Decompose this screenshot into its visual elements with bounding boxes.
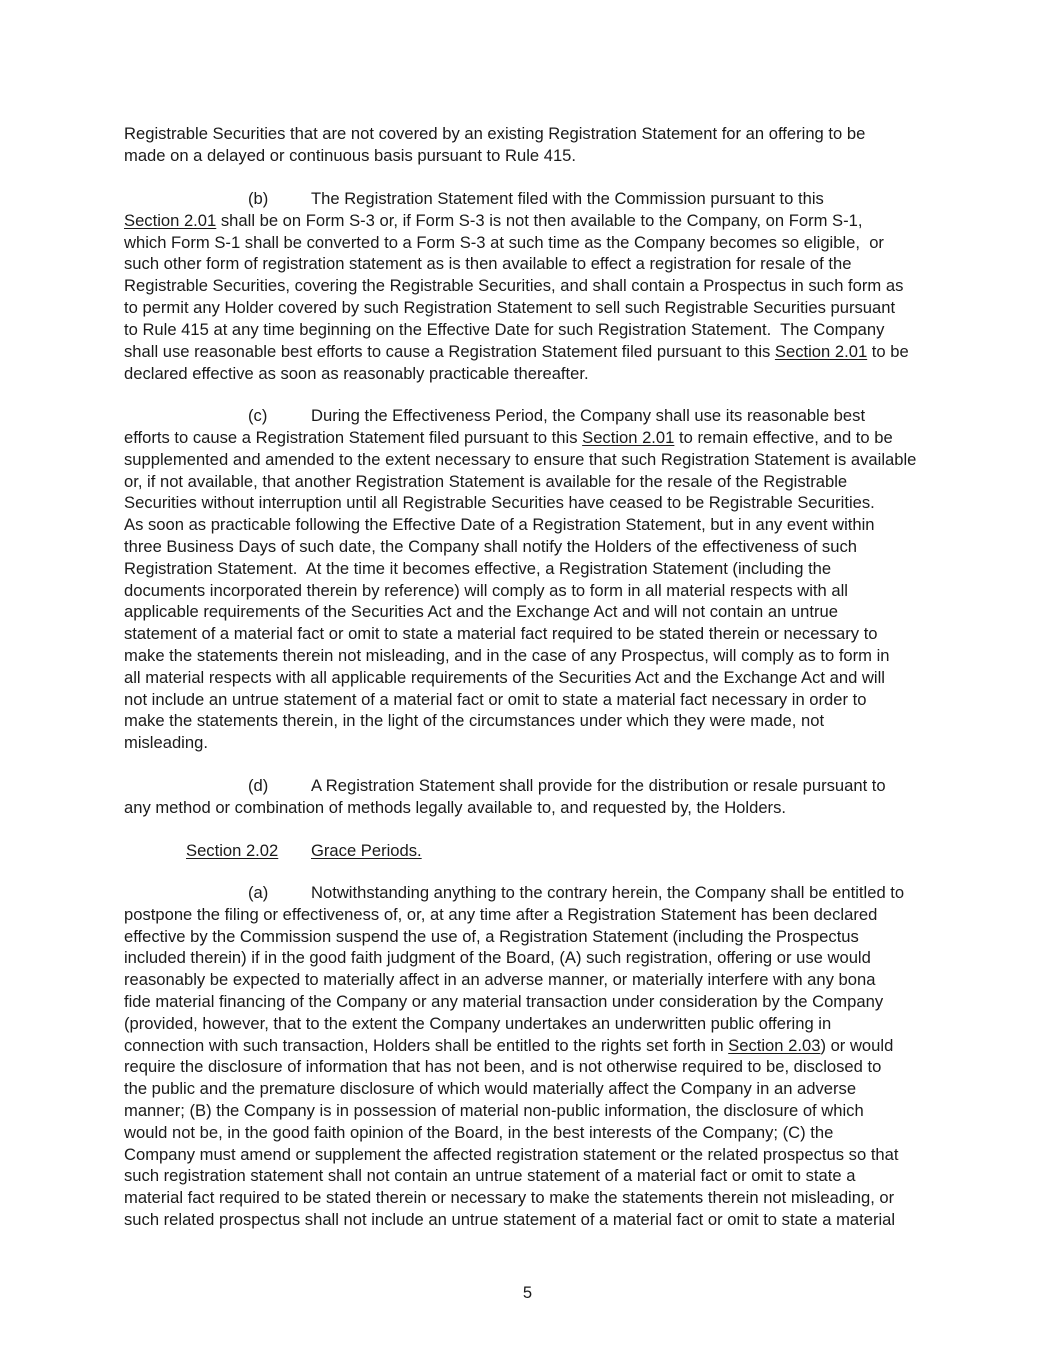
text-line: such other form of registration statement as is then available to effect a registration for resale of the xyxy=(124,254,852,273)
text-line: Registrable Securities that are not covered by an existing Registration Statement for an offering to be xyxy=(124,124,866,143)
text-line: manner; (B) the Company is in possession of material non-public information, the disclosure of which xyxy=(124,1101,864,1120)
text-line: connection with such transaction, Holders shall be entitled to the rights set forth in Section 2.03) or would xyxy=(124,1036,894,1055)
text-line: (provided, however, that to the extent the Company undertakes an underwritten public offering in xyxy=(124,1014,832,1033)
text-line: fide material financing of the Company or any material transaction under consideration by the Company xyxy=(124,992,884,1011)
section-2-01-reference[interactable]: Section 2.01 xyxy=(124,211,217,230)
text-line: such registration statement shall not contain an untrue statement of a material fact or omit to state a xyxy=(124,1166,856,1185)
text-line: effective by the Commission suspend the use of, a Registration Statement (including the Prospectus xyxy=(124,927,859,946)
text-line: During the Effectiveness Period, the Company shall use its reasonable best xyxy=(311,406,866,425)
text-line: Section 2.01 shall be on Form S-3 or, if Form S-3 is not then available to the Company, on Form S-1, xyxy=(124,211,863,230)
text-line: included therein) if in the good faith judgment of the Board, (A) such registration, offering or use would xyxy=(124,948,871,967)
text-line: material fact required to be stated therein or necessary to make the statements therein not misleading, or xyxy=(124,1188,895,1207)
text-line: efforts to cause a Registration Statement filed pursuant to this Section 2.01 to remain effective, and to be xyxy=(124,428,893,447)
clause-marker-d: (d) xyxy=(248,776,269,795)
text-line: require the disclosure of information that has not been, and is not otherwise required to be, disclosed to xyxy=(124,1057,882,1076)
text-line: Company must amend or supplement the affected registration statement or the related prospectus so that xyxy=(124,1145,899,1164)
text-line: three Business Days of such date, the Company shall notify the Holders of the effectiveness of such xyxy=(124,537,857,556)
text-line: made on a delayed or continuous basis pursuant to Rule 415. xyxy=(124,146,577,165)
text-line: As soon as practicable following the Effective Date of a Registration Statement, but in any event within xyxy=(124,515,875,534)
text-line: postpone the filing or effectiveness of, or, at any time after a Registration Statement has been declared xyxy=(124,905,878,924)
text-line: Registration Statement. At the time it becomes effective, a Registration Statement (including the xyxy=(124,559,832,578)
text-line: not include an untrue statement of a material fact or omit to state a material fact necessary in order to xyxy=(124,690,867,709)
clause-marker-b: (b) xyxy=(248,189,269,208)
text-line: any method or combination of methods legally available to, and requested by, the Holders. xyxy=(124,798,786,817)
text-line: misleading. xyxy=(124,733,208,752)
text-line: the public and the premature disclosure of which would materially affect the Company in an adverse xyxy=(124,1079,857,1098)
text-line: all material respects with all applicable requirements of the Securities Act and the Exchange Act and will xyxy=(124,668,885,687)
text-line: to permit any Holder covered by such Registration Statement to sell such Registrable Securities pursuant xyxy=(124,298,896,317)
text-line: supplemented and amended to the extent necessary to ensure that such Registration Statement is available xyxy=(124,450,917,469)
text-line: to Rule 415 at any time beginning on the Effective Date for such Registration Statement. The Company xyxy=(124,320,885,339)
text-line: The Registration Statement filed with the Commission pursuant to this xyxy=(311,189,824,208)
text-line: applicable requirements of the Securities Act and the Exchange Act and will not contain an untrue xyxy=(124,602,838,621)
clause-marker-a: (a) xyxy=(248,883,269,902)
text-line: which Form S-1 shall be converted to a Form S-3 at such time as the Company becomes so eligible, or xyxy=(124,233,884,252)
text-line: A Registration Statement shall provide for the distribution or resale pursuant to xyxy=(311,776,886,795)
page-number: 5 xyxy=(522,1283,533,1302)
text-line: such related prospectus shall not include an untrue statement of a material fact or omit to state a material xyxy=(124,1210,896,1229)
section-2-03-reference[interactable]: Section 2.03 xyxy=(728,1036,821,1055)
section-heading-number: Section 2.02 xyxy=(186,841,279,860)
text-line: statement of a material fact or omit to state a material fact required to be stated therein or necessary to xyxy=(124,624,878,643)
text-line: Notwithstanding anything to the contrary herein, the Company shall be entitled to xyxy=(311,883,905,902)
text-line: or, if not available, that another Registration Statement is available for the resale of the Registrable xyxy=(124,472,848,491)
text-line: declared effective as soon as reasonably practicable thereafter. xyxy=(124,364,589,383)
text-line: Securities without interruption until all Registrable Securities have ceased to be Registrable Securities. xyxy=(124,493,875,512)
section-heading-title: Grace Periods. xyxy=(311,841,422,860)
text-line: make the statements therein, in the light of the circumstances under which they were made, not xyxy=(124,711,825,730)
clause-marker-c: (c) xyxy=(248,406,268,425)
text-line: make the statements therein not misleading, and in the case of any Prospectus, will comply as to form in xyxy=(124,646,890,665)
section-2-01-reference[interactable]: Section 2.01 xyxy=(582,428,675,447)
section-2-01-reference[interactable]: Section 2.01 xyxy=(774,342,868,361)
text-line: shall use reasonable best efforts to cause a Registration Statement filed pursuant to this Section 2.01 to be xyxy=(124,342,909,361)
text-line: reasonably be expected to materially affect in an adverse manner, or materially interfere with any bona xyxy=(124,970,876,989)
text-line: Registrable Securities, covering the Registrable Securities, and shall contain a Prospectus in such form as xyxy=(124,276,904,295)
text-line: documents incorporated therein by reference) will comply as to form in all material respects with all xyxy=(124,581,848,600)
text-line: would not be, in the good faith opinion of the Board, in the best interests of the Company; (C) the xyxy=(124,1123,834,1142)
